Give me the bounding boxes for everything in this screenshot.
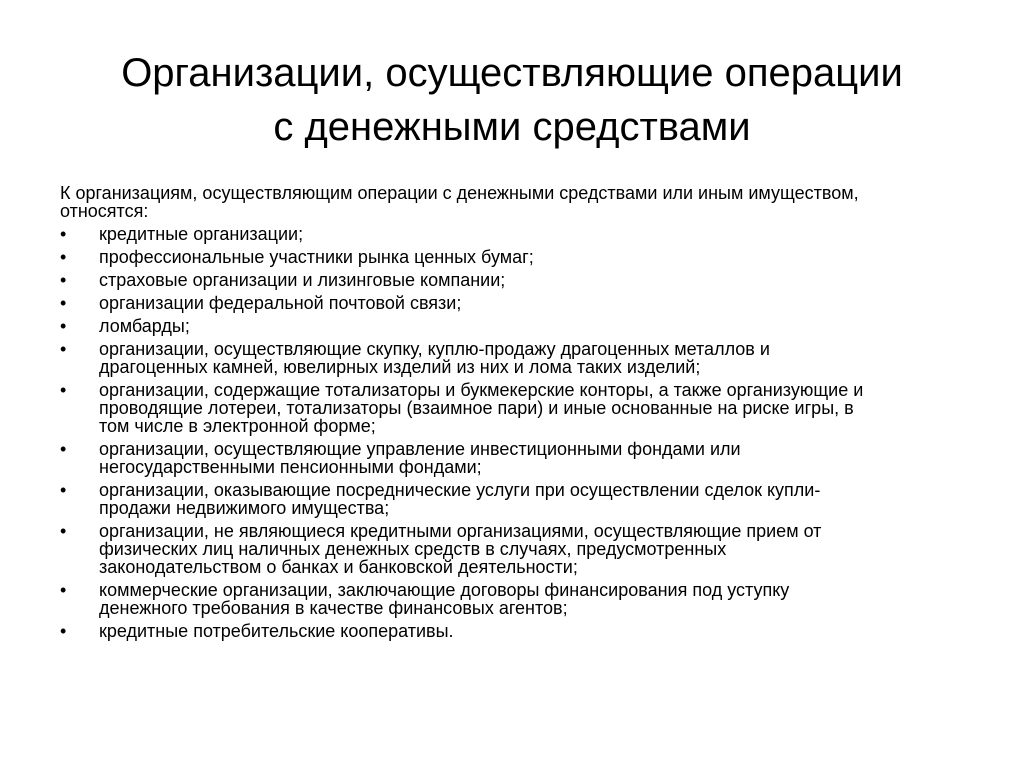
list-item-line: денежного требования в качестве финансовых агентов; xyxy=(99,598,568,618)
bullet-icon: • xyxy=(60,293,67,313)
intro-paragraph xyxy=(60,184,960,220)
list-item xyxy=(60,271,960,289)
slide-title-line: Организации, осуществляющие операции xyxy=(121,51,903,95)
list-item-line: кредитные потребительские кооперативы. xyxy=(99,621,454,641)
list-item xyxy=(60,440,960,476)
bullet-icon: • xyxy=(60,439,67,459)
bullet-icon: • xyxy=(60,339,67,359)
bullet-icon: • xyxy=(60,380,67,400)
list-item-line: страховые организации и лизинговые компании; xyxy=(99,270,506,290)
bullet-icon: • xyxy=(60,224,67,244)
slide-body xyxy=(60,184,960,645)
list-item-line: продажи недвижимого имущества; xyxy=(99,498,390,518)
list-item-line: организации, содержащие тотализаторы и букмекерские конторы, а также организующие и xyxy=(99,380,864,400)
bullet-icon: • xyxy=(60,270,67,290)
list-item xyxy=(60,622,960,640)
list-item-line: драгоценных камней, ювелирных изделий из них и лома таких изделий; xyxy=(99,357,701,377)
list-item-line: физических лиц наличных денежных средств в случаях, предусмотренных xyxy=(99,539,727,559)
bullet-icon: • xyxy=(60,521,67,541)
list-item-line: организации, оказывающие посреднические услуги при осуществлении сделок купли- xyxy=(99,480,821,500)
organizations-list xyxy=(60,225,960,640)
intro-line: относятся: xyxy=(60,201,149,221)
bullet-icon: • xyxy=(60,316,67,336)
bullet-icon: • xyxy=(60,621,67,641)
list-item-line: организации, не являющиеся кредитными организациями, осуществляющие прием от xyxy=(99,521,822,541)
list-item-line: профессиональные участники рынка ценных бумаг; xyxy=(99,247,534,267)
list-item xyxy=(60,317,960,335)
list-item xyxy=(60,381,960,435)
list-item-line: том числе в электронной форме; xyxy=(99,416,376,436)
list-item-line: негосударственными пенсионными фондами; xyxy=(99,457,482,477)
list-item xyxy=(60,481,960,517)
list-item-line: ломбарды; xyxy=(99,316,190,336)
list-item-line: организации, осуществляющие скупку, куплю-продажу драгоценных металлов и xyxy=(99,339,770,359)
bullet-icon: • xyxy=(60,480,67,500)
list-item-line: кредитные организации; xyxy=(99,224,304,244)
slide-title-line: с денежными средствами xyxy=(273,105,751,149)
slide-title xyxy=(40,46,984,154)
list-item-line: организации федеральной почтовой связи; xyxy=(99,293,462,313)
list-item-line: организации, осуществляющие управление инвестиционными фондами или xyxy=(99,439,741,459)
intro-line: К организациям, осуществляющим операции с денежными средствами или иным имуществом, xyxy=(60,183,859,203)
list-item xyxy=(60,340,960,376)
list-item xyxy=(60,522,960,576)
list-item xyxy=(60,294,960,312)
bullet-icon: • xyxy=(60,580,67,600)
list-item-line: законодательством о банках и банковской деятельности; xyxy=(99,557,578,577)
list-item-line: коммерческие организации, заключающие договоры финансирования под уступку xyxy=(99,580,790,600)
list-item xyxy=(60,248,960,266)
list-item xyxy=(60,225,960,243)
list-item xyxy=(60,581,960,617)
bullet-icon: • xyxy=(60,247,67,267)
list-item-line: проводящие лотереи, тотализаторы (взаимное пари) и иные основанные на риске игры, в xyxy=(99,398,854,418)
